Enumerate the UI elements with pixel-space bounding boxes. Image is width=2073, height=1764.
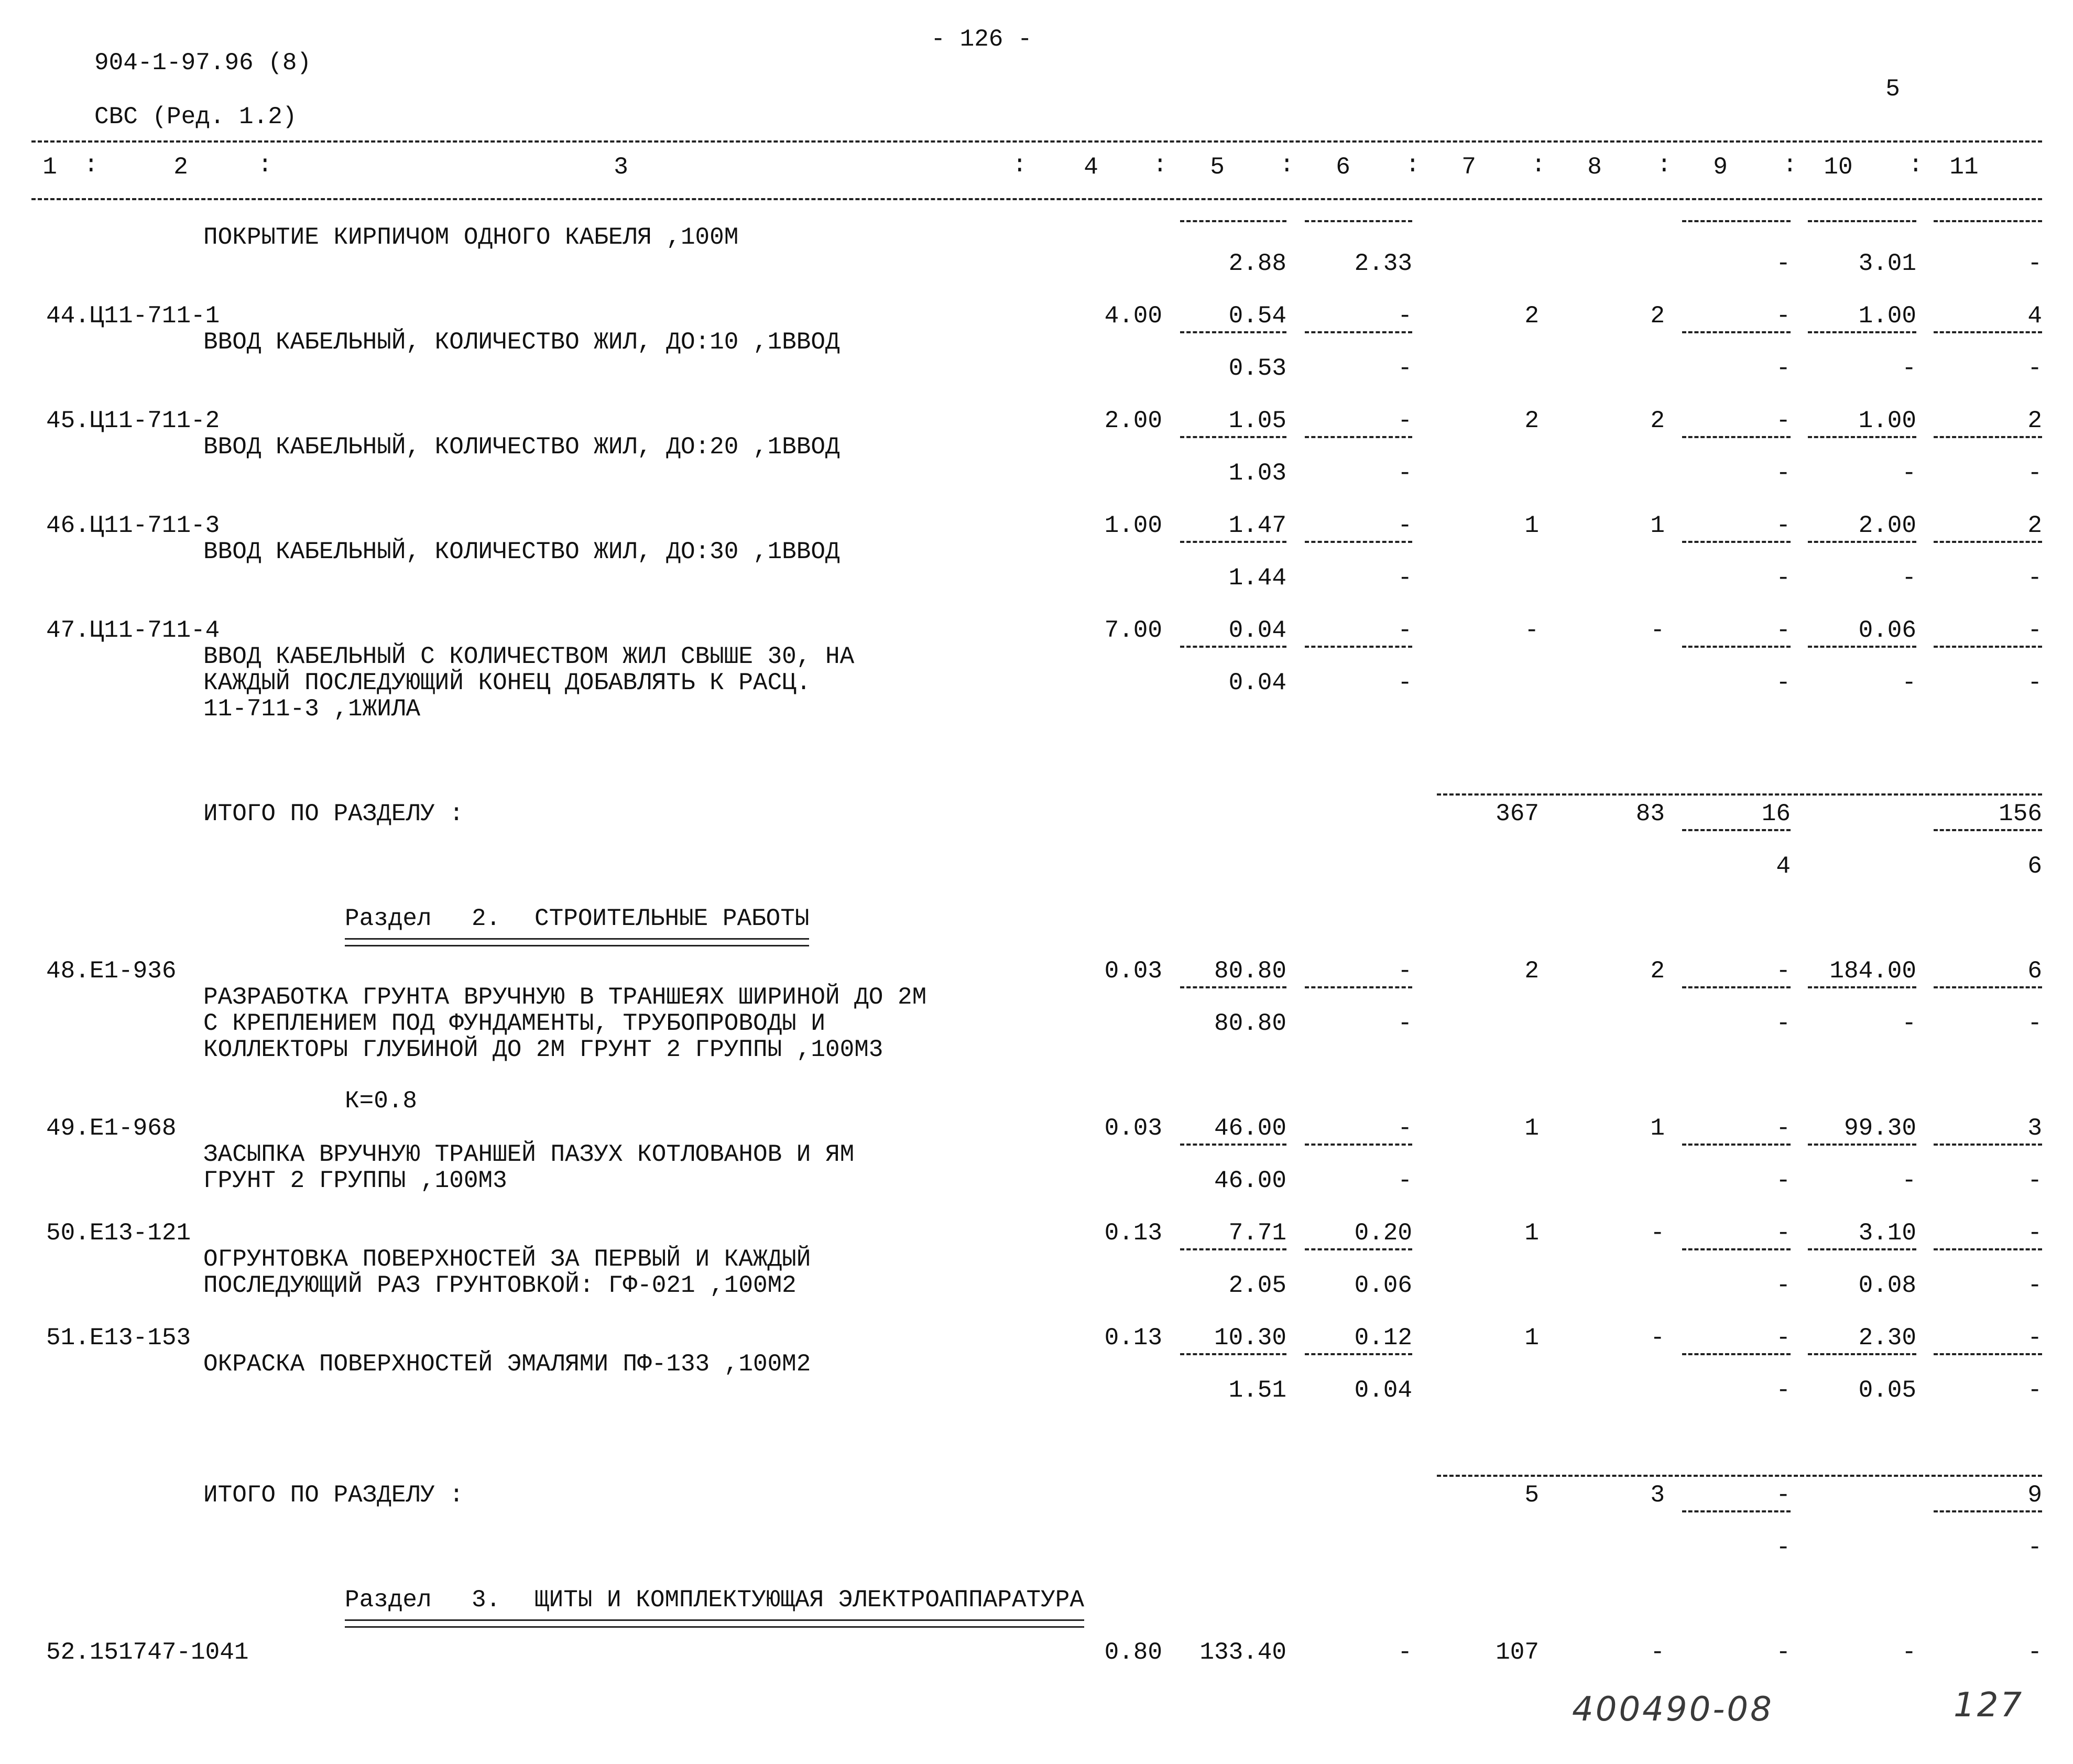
cell-c9-lower: - — [1776, 564, 1791, 592]
cell-c7: 2 — [1524, 957, 1539, 985]
cell-c7: - — [1524, 617, 1539, 644]
cell-c10: 1.00 — [1858, 302, 1916, 330]
cell-c7: 1 — [1524, 1115, 1539, 1142]
cell-sub-rule — [1808, 1353, 1916, 1355]
cell-c7: 1 — [1524, 1219, 1539, 1247]
column-separator: : — [1783, 151, 1797, 179]
item-description: ВВОД КАБЕЛЬНЫЙ, КОЛИЧЕСТВО ЖИЛ, ДО:10 ,1ВВОД — [203, 329, 840, 356]
total-c11: 9 — [2027, 1482, 2042, 1509]
cell-c6-lower: - — [1398, 564, 1412, 592]
cell-sub-rule — [1934, 1144, 2042, 1146]
cell-c8: 1 — [1650, 1115, 1665, 1142]
column-separator: : — [1531, 151, 1546, 179]
item-description: С КРЕПЛЕНИЕМ ПОД ФУНДАМЕНТЫ, ТРУБОПРОВОДЫ И — [203, 1010, 825, 1037]
column-separator: : — [1908, 151, 1923, 179]
cell-sub-rule — [1180, 436, 1286, 438]
cell-c9-lower: - — [1776, 1167, 1791, 1194]
cell-c5-lower: 46.00 — [1214, 1167, 1286, 1194]
cell-c5: 10.30 — [1214, 1324, 1286, 1352]
cell-c11-lower: - — [2027, 564, 2042, 592]
cell-sub-rule — [1808, 646, 1916, 648]
cell-c9-lower: - — [1776, 355, 1791, 382]
cell-sub-rule — [1682, 646, 1791, 648]
cell-c5: 7.71 — [1228, 1219, 1286, 1247]
cell-c5: 0.54 — [1228, 302, 1286, 330]
cell-sub-rule — [1934, 331, 2042, 333]
cell-c4: 0.80 — [1104, 1639, 1162, 1666]
cell-c4: 7.00 — [1104, 617, 1162, 644]
cell-c11: 4 — [2027, 302, 2042, 330]
cell-c5: 46.00 — [1214, 1115, 1286, 1142]
cell-c11-lower: - — [2027, 1010, 2042, 1037]
handwritten-stamp: 400490-08 — [1572, 1690, 1774, 1729]
item-description: КАЖДЫЙ ПОСЛЕДУЮЩИЙ КОНЕЦ ДОБАВЛЯТЬ К РАСЦ. — [203, 669, 811, 696]
table-top-rule — [31, 140, 2042, 143]
item-description: КОЛЛЕКТОРЫ ГЛУБИНОЙ ДО 2М ГРУНТ 2 ГРУППЫ ,100М3 — [203, 1036, 883, 1063]
cell-c4: 0.13 — [1104, 1219, 1162, 1247]
cell-c5: 0.04 — [1228, 617, 1286, 644]
cell-c6: - — [1398, 1639, 1412, 1666]
cell-c11-lower: - — [2027, 1272, 2042, 1299]
column-header: 2 — [173, 154, 188, 181]
cell-sub-rule — [1305, 220, 1412, 222]
cell-sub-rule — [1682, 986, 1791, 988]
cell-c10: - — [1902, 1639, 1916, 1666]
cell-c9-lower: - — [1776, 250, 1791, 277]
section-number: 2. — [472, 905, 501, 932]
cell-sub-rule — [1682, 1144, 1791, 1146]
cell-c9: - — [1776, 617, 1791, 644]
item-code: 46.Ц11-711-3 — [46, 512, 220, 539]
column-separator: : — [1405, 151, 1420, 179]
section-title: ЩИТЫ И КОМПЛЕКТУЮЩАЯ ЭЛЕКТРОАППАРАТУРА — [534, 1586, 1084, 1614]
cell-c6: - — [1398, 407, 1412, 434]
column-header: 11 — [1949, 154, 1979, 181]
item-code: 47.Ц11-711-4 — [46, 617, 220, 644]
cell-c10: 2.00 — [1858, 512, 1916, 539]
cell-c9-lower: - — [1776, 1010, 1791, 1037]
section-label: Раздел — [345, 1586, 432, 1614]
cell-c7: 1 — [1524, 512, 1539, 539]
cell-sub-rule — [1180, 220, 1286, 222]
cell-sub-rule — [1180, 1248, 1286, 1250]
cell-c6: - — [1398, 512, 1412, 539]
cell-sub-rule — [1934, 541, 2042, 543]
section-total-label: ИТОГО ПО РАЗДЕЛУ : — [203, 800, 464, 827]
double-underline — [345, 938, 809, 946]
cell-c10-lower: - — [1902, 1167, 1916, 1194]
column-header: 7 — [1461, 154, 1476, 181]
column-separator: : — [1012, 151, 1027, 179]
column-separator: : — [1153, 151, 1168, 179]
cell-sub-rule — [1305, 646, 1412, 648]
column-header: 5 — [1210, 154, 1225, 181]
table-header-rule — [31, 198, 2042, 200]
item-description: ПОКРЫТИЕ КИРПИЧОМ ОДНОГО КАБЕЛЯ ,100М — [203, 224, 739, 251]
cell-c5: 1.47 — [1228, 512, 1286, 539]
cell-c9: - — [1776, 302, 1791, 330]
cell-c10-lower: 3.01 — [1858, 250, 1916, 277]
cell-c6: - — [1398, 1115, 1412, 1142]
double-underline — [345, 1619, 1084, 1628]
cell-sub-rule — [1808, 541, 1916, 543]
coefficient-note: К=0.8 — [345, 1087, 418, 1115]
section-title: СТРОИТЕЛЬНЫЕ РАБОТЫ — [534, 905, 810, 932]
item-description: ВВОД КАБЕЛЬНЫЙ, КОЛИЧЕСТВО ЖИЛ, ДО:30 ,1ВВОД — [203, 538, 840, 565]
cell-c6: - — [1398, 957, 1412, 985]
cell-c6-lower: - — [1398, 355, 1412, 382]
cell-c5-lower: 1.44 — [1228, 564, 1286, 592]
cell-c8: 2 — [1650, 407, 1665, 434]
item-description: 11-711-3 ,1ЖИЛА — [203, 695, 421, 723]
cell-sub-rule — [1934, 986, 2042, 988]
column-separator: : — [258, 151, 272, 179]
cell-sub-rule — [1808, 220, 1916, 222]
item-code: 49.Е1-968 — [46, 1115, 177, 1142]
total-c9-lower: 4 — [1776, 853, 1791, 880]
sheet-number: 5 — [1885, 75, 1900, 103]
cell-c6-lower: - — [1398, 669, 1412, 696]
cell-c10-lower: - — [1902, 460, 1916, 487]
cell-c5: 80.80 — [1214, 957, 1286, 985]
cell-sub-rule — [1305, 986, 1412, 988]
cell-c6-lower: - — [1398, 1167, 1412, 1194]
cell-c10: 99.30 — [1843, 1115, 1916, 1142]
cell-c5-lower: 0.04 — [1228, 669, 1286, 696]
item-description: ПОСЛЕДУЮЩИЙ РАЗ ГРУНТОВКОЙ: ГФ-021 ,100М2 — [203, 1272, 797, 1299]
cell-c6: 0.12 — [1354, 1324, 1412, 1352]
cell-c6-lower: 2.33 — [1354, 250, 1412, 277]
cell-c6-lower: 0.06 — [1354, 1272, 1412, 1299]
cell-c5: 133.40 — [1199, 1639, 1286, 1666]
cell-c8: - — [1650, 617, 1665, 644]
total-c9: - — [1776, 1482, 1791, 1509]
total-sub-rule — [1934, 1510, 2042, 1512]
cell-c11-lower: - — [2027, 1377, 2042, 1404]
cell-c11: - — [2027, 617, 2042, 644]
cell-c5-lower: 1.51 — [1228, 1377, 1286, 1404]
section-total-label: ИТОГО ПО РАЗДЕЛУ : — [203, 1482, 464, 1509]
cell-c10-lower: 0.08 — [1858, 1272, 1916, 1299]
cell-sub-rule — [1808, 986, 1916, 988]
total-c9-lower: - — [1776, 1534, 1791, 1561]
cell-c10-lower: 0.05 — [1858, 1377, 1916, 1404]
cell-sub-rule — [1808, 1248, 1916, 1250]
cell-c9: - — [1776, 407, 1791, 434]
cell-sub-rule — [1808, 331, 1916, 333]
document-format: СВС (Ред. 1.2) — [94, 103, 297, 130]
cell-c8: 2 — [1650, 302, 1665, 330]
column-header: 6 — [1336, 154, 1350, 181]
total-c8: 83 — [1635, 800, 1665, 827]
cell-c10-lower: - — [1902, 564, 1916, 592]
cell-c5-lower: 80.80 — [1214, 1010, 1286, 1037]
total-c11: 156 — [1999, 800, 2042, 827]
total-c7: 367 — [1496, 800, 1539, 827]
cell-sub-rule — [1682, 1248, 1791, 1250]
cell-c9-lower: - — [1776, 1377, 1791, 1404]
cell-c6-lower: - — [1398, 1010, 1412, 1037]
item-code: 50.Е13-121 — [46, 1219, 191, 1247]
item-code: 48.Е1-936 — [46, 957, 177, 985]
cell-c6-lower: - — [1398, 460, 1412, 487]
cell-c10-lower: - — [1902, 1010, 1916, 1037]
cell-sub-rule — [1305, 331, 1412, 333]
cell-c9-lower: - — [1776, 669, 1791, 696]
cell-c8: - — [1650, 1639, 1665, 1666]
page-number: - 126 - — [931, 26, 1032, 53]
column-separator: : — [1657, 151, 1672, 179]
cell-sub-rule — [1934, 1353, 2042, 1355]
cell-sub-rule — [1305, 1248, 1412, 1250]
cell-c4: 0.03 — [1104, 957, 1162, 985]
document-code: 904-1-97.96 (8) — [94, 49, 312, 77]
cell-c7: 1 — [1524, 1324, 1539, 1352]
cell-c11-lower: - — [2027, 669, 2042, 696]
column-separator: : — [1280, 151, 1294, 179]
cell-c8: - — [1650, 1219, 1665, 1247]
item-description: ОКРАСКА ПОВЕРХНОСТЕЙ ЭМАЛЯМИ ПФ-133 ,100М2 — [203, 1351, 811, 1378]
cell-c4: 2.00 — [1104, 407, 1162, 434]
total-c11-lower: - — [2027, 1534, 2042, 1561]
cell-c7: 2 — [1524, 302, 1539, 330]
cell-c9: - — [1776, 1639, 1791, 1666]
cell-c9-lower: - — [1776, 1272, 1791, 1299]
total-sub-rule — [1682, 1510, 1791, 1512]
cell-c10: 184.00 — [1829, 957, 1916, 985]
item-code: 52.151747-1041 — [46, 1639, 249, 1666]
cell-sub-rule — [1180, 986, 1286, 988]
cell-sub-rule — [1305, 1353, 1412, 1355]
section-label: Раздел — [345, 905, 432, 932]
item-description: ГРУНТ 2 ГРУППЫ ,100М3 — [203, 1167, 507, 1194]
cell-c5-lower: 1.03 — [1228, 460, 1286, 487]
total-sub-rule — [1934, 829, 2042, 831]
cell-sub-rule — [1180, 331, 1286, 333]
cell-c10-lower: - — [1902, 355, 1916, 382]
cell-sub-rule — [1180, 1353, 1286, 1355]
cell-sub-rule — [1180, 1144, 1286, 1146]
item-description: РАЗРАБОТКА ГРУНТА ВРУЧНУЮ В ТРАНШЕЯХ ШИРИНОЙ ДО 2М — [203, 984, 927, 1011]
cell-c5: 1.05 — [1228, 407, 1286, 434]
total-c8: 3 — [1650, 1482, 1665, 1509]
cell-sub-rule — [1934, 220, 2042, 222]
cell-c8: 2 — [1650, 957, 1665, 985]
cell-sub-rule — [1934, 1248, 2042, 1250]
total-c9: 16 — [1761, 800, 1791, 827]
cell-c8: 1 — [1650, 512, 1665, 539]
item-description: ВВОД КАБЕЛЬНЫЙ С КОЛИЧЕСТВОМ ЖИЛ СВЫШЕ 30, НА — [203, 643, 855, 670]
cell-c4: 0.13 — [1104, 1324, 1162, 1352]
cell-sub-rule — [1682, 331, 1791, 333]
cell-sub-rule — [1934, 646, 2042, 648]
cell-sub-rule — [1180, 646, 1286, 648]
total-c7: 5 — [1524, 1482, 1539, 1509]
column-header: 1 — [42, 154, 57, 181]
cell-c10-lower: - — [1902, 669, 1916, 696]
cell-sub-rule — [1682, 541, 1791, 543]
cell-c11-lower: - — [2027, 460, 2042, 487]
cell-c5-lower: 2.88 — [1228, 250, 1286, 277]
cell-c11-lower: - — [2027, 250, 2042, 277]
column-header: 4 — [1084, 154, 1098, 181]
cell-c9: - — [1776, 957, 1791, 985]
cell-c11: 2 — [2027, 512, 2042, 539]
cell-sub-rule — [1682, 1353, 1791, 1355]
cell-c11: - — [2027, 1219, 2042, 1247]
cell-c10: 3.10 — [1858, 1219, 1916, 1247]
cell-c7: 2 — [1524, 407, 1539, 434]
section-number: 3. — [472, 1586, 501, 1614]
cell-c8: - — [1650, 1324, 1665, 1352]
item-code: 51.Е13-153 — [46, 1324, 191, 1352]
cell-c9-lower: - — [1776, 460, 1791, 487]
cell-c11: - — [2027, 1639, 2042, 1666]
cell-c9: - — [1776, 1219, 1791, 1247]
cell-c6-lower: 0.04 — [1354, 1377, 1412, 1404]
cell-c7: 107 — [1496, 1639, 1539, 1666]
cell-sub-rule — [1682, 220, 1791, 222]
cell-c5-lower: 0.53 — [1228, 355, 1286, 382]
cell-sub-rule — [1934, 436, 2042, 438]
column-header: 8 — [1587, 154, 1602, 181]
cell-c5-lower: 2.05 — [1228, 1272, 1286, 1299]
cell-c10: 2.30 — [1858, 1324, 1916, 1352]
column-separator: : — [84, 151, 99, 179]
cell-c11-lower: - — [2027, 355, 2042, 382]
cell-c11: 6 — [2027, 957, 2042, 985]
column-header: 10 — [1824, 154, 1853, 181]
cell-sub-rule — [1305, 436, 1412, 438]
item-description: ОГРУНТОВКА ПОВЕРХНОСТЕЙ ЗА ПЕРВЫЙ И КАЖДЫЙ — [203, 1246, 811, 1273]
cell-sub-rule — [1305, 541, 1412, 543]
totals-rule — [1437, 1475, 2042, 1477]
cell-sub-rule — [1808, 1144, 1916, 1146]
cell-c6: - — [1398, 302, 1412, 330]
cell-c4: 4.00 — [1104, 302, 1162, 330]
cell-sub-rule — [1305, 1144, 1412, 1146]
cell-c9: - — [1776, 512, 1791, 539]
cell-c9: - — [1776, 1115, 1791, 1142]
cell-c11: 2 — [2027, 407, 2042, 434]
cell-c11: 3 — [2027, 1115, 2042, 1142]
cell-c11: - — [2027, 1324, 2042, 1352]
total-c11-lower: 6 — [2027, 853, 2042, 880]
cell-c6: - — [1398, 617, 1412, 644]
cell-c4: 1.00 — [1104, 512, 1162, 539]
cell-sub-rule — [1682, 436, 1791, 438]
item-description: ЗАСЫПКА ВРУЧНУЮ ТРАНШЕЙ ПАЗУХ КОТЛОВАНОВ И ЯМ — [203, 1141, 855, 1168]
cell-c6: 0.20 — [1354, 1219, 1412, 1247]
cell-sub-rule — [1180, 541, 1286, 543]
cell-c11-lower: - — [2027, 1167, 2042, 1194]
cell-sub-rule — [1808, 436, 1916, 438]
cell-c10: 0.06 — [1858, 617, 1916, 644]
total-sub-rule — [1682, 829, 1791, 831]
cell-c4: 0.03 — [1104, 1115, 1162, 1142]
handwritten-sheet-number: 127 — [1954, 1686, 2024, 1725]
cell-c10: 1.00 — [1858, 407, 1916, 434]
totals-rule — [1437, 793, 2042, 796]
column-header: 9 — [1713, 154, 1728, 181]
item-description: ВВОД КАБЕЛЬНЫЙ, КОЛИЧЕСТВО ЖИЛ, ДО:20 ,1ВВОД — [203, 433, 840, 461]
item-code: 44.Ц11-711-1 — [46, 302, 220, 330]
cell-c9: - — [1776, 1324, 1791, 1352]
column-header: 3 — [614, 154, 628, 181]
item-code: 45.Ц11-711-2 — [46, 407, 220, 434]
